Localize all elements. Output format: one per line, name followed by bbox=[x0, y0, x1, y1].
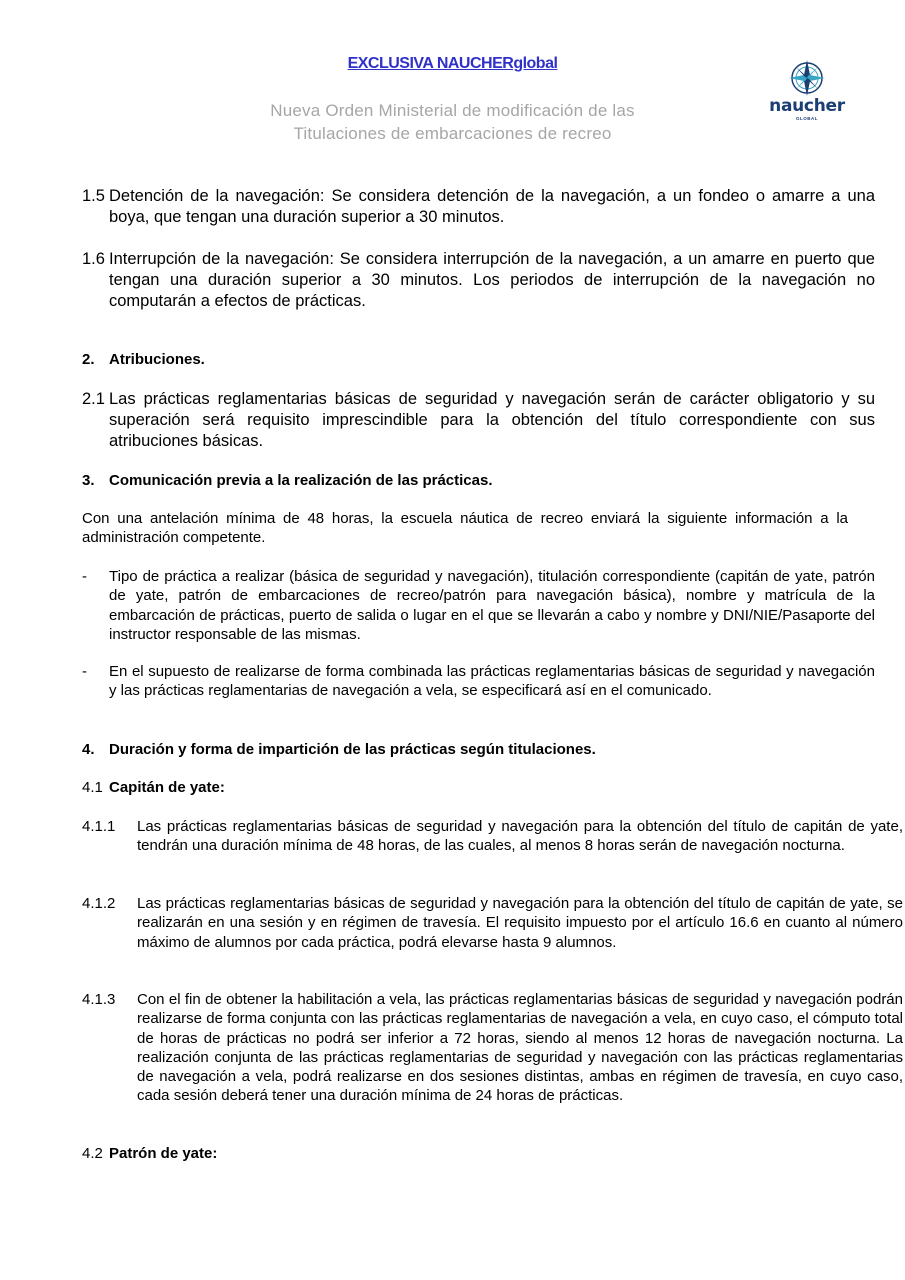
section-4-1-3 bbox=[82, 990, 903, 1106]
heading-number: 3. bbox=[82, 472, 95, 489]
paragraph-text: Las prácticas reglamentarias básicas de seguridad y navegación para la obtención del título de capitán de yate, tendrán una duración mínima de 48 horas, de las cuales, al menos 8 horas serán de navegación nocturna. bbox=[137, 818, 903, 855]
paragraph-text: Interrupción de la navegación: Se considera interrupción de la navegación, a un amarre en puerto que tengan una duración superior a 30 minutos. Los periodos de interrupción de la navegación no computarán a efectos de prácticas. bbox=[109, 250, 875, 310]
heading-text: Capitán de yate: bbox=[109, 779, 225, 796]
header-title-link[interactable]: EXCLUSIVA NAUCHERglobal bbox=[347, 55, 558, 72]
heading-text: Patrón de yate: bbox=[109, 1145, 218, 1162]
logo-subtext: GLOBAL bbox=[796, 116, 818, 121]
bullet-item-1 bbox=[82, 567, 875, 644]
bullet-dash: - bbox=[82, 568, 87, 585]
heading-text: Atribuciones. bbox=[109, 351, 205, 368]
section-number: 4.1.3 bbox=[82, 991, 116, 1008]
paragraph-text: Detención de la navegación: Se considera detención de la navegación, a un fondeo o amarre a una boya, que tengan una duración superior a 30 minutos. bbox=[109, 187, 875, 226]
heading-text: Comunicación previa a la realización de las prácticas. bbox=[109, 472, 493, 489]
heading-text: Duración y forma de impartición de las prácticas según titulaciones. bbox=[109, 741, 596, 758]
compass-rose-icon bbox=[764, 58, 850, 98]
logo-wordmark: naucher bbox=[769, 96, 845, 116]
header-subtitle bbox=[200, 99, 705, 145]
section-text bbox=[109, 186, 875, 228]
section-2-1 bbox=[82, 389, 875, 452]
heading-4-2 bbox=[82, 1144, 875, 1163]
heading-number: 4.2 bbox=[82, 1145, 103, 1162]
paragraph-text: Las prácticas reglamentarias básicas de seguridad y navegación para la obtención del título de capitán de yate, se realizarán en una sesión y en régimen de travesía. El requisito impuesto por el artículo 16.6 en cuanto al número máximo de alumnos por cada práctica, podrá elevarse hasta 9 alumnos. bbox=[137, 895, 903, 951]
section-1-6 bbox=[82, 249, 875, 312]
paragraph-text: Las prácticas reglamentarias básicas de seguridad y navegación serán de carácter obligatorio y su superación será requisito imprescindible para la obtención del título correspondiente con sus atribuciones básicas. bbox=[109, 390, 875, 450]
heading-4-1 bbox=[82, 778, 875, 797]
section-1-5 bbox=[82, 186, 875, 228]
heading-number: 4.1 bbox=[82, 779, 103, 796]
heading-2 bbox=[82, 350, 875, 369]
header-subtitle-line1: Nueva Orden Ministerial de modificación de las bbox=[270, 101, 635, 120]
section-number: 2.1 bbox=[82, 390, 105, 408]
section-number: 1.6 bbox=[82, 250, 105, 268]
bullet-text: En el supuesto de realizarse de forma combinada las prácticas reglamentarias básicas de seguridad y navegación y las prácticas reglamentarias de navegación a vela, se especificará así en el comunicado. bbox=[109, 663, 875, 700]
heading-number: 4. bbox=[82, 741, 95, 758]
section-number: 1.5 bbox=[82, 187, 105, 205]
section-4-1-2 bbox=[82, 894, 903, 952]
bullet-item-2 bbox=[82, 662, 875, 701]
bullet-text: Tipo de práctica a realizar (básica de seguridad y navegación), titulación correspondiente (capitán de yate, patrón de yate, patrón de embarcaciones de recreo/patrón para navegación básica), nombre y matrícula de la embarcación de prácticas, puerto de salida o lugar en el que se llevarán a cabo y nombre y DNI/NIE/Pasaporte del instructor responsable de las mismas. bbox=[109, 568, 875, 643]
section-number: 4.1.2 bbox=[82, 895, 116, 912]
bullet-dash: - bbox=[82, 663, 87, 680]
section-4-1-1 bbox=[82, 817, 903, 856]
header-subtitle-line2: Titulaciones de embarcaciones de recreo bbox=[293, 124, 612, 143]
paragraph-text: Con el fin de obtener la habilitación a vela, las prácticas reglamentarias básicas de seguridad y navegación podrán realizarse de forma conjunta con las prácticas reglamentarias de navegación a vela, en cuyo caso, el cómputo total de horas de prácticas no podrá ser inferior a 72 horas, siendo al menos 12 horas de navegación nocturna. La realización conjunta de las prácticas reglamentarias de seguridad y navegación con las prácticas reglamentarias de navegación a vela, podrá realizarse en dos sesiones distintas, ambas en régimen de travesía, en cuyo caso, cada sesión deberá tener una duración mínima de 24 horas de prácticas. bbox=[137, 991, 903, 1105]
paragraph-3: Con una antelación mínima de 48 horas, la escuela náutica de recreo enviará la siguiente información a la administración competente. bbox=[82, 510, 848, 547]
naucher-logo bbox=[764, 58, 850, 124]
heading-number: 2. bbox=[82, 351, 95, 368]
heading-3 bbox=[82, 471, 875, 490]
heading-4 bbox=[82, 740, 875, 759]
section-number: 4.1.1 bbox=[82, 818, 116, 835]
